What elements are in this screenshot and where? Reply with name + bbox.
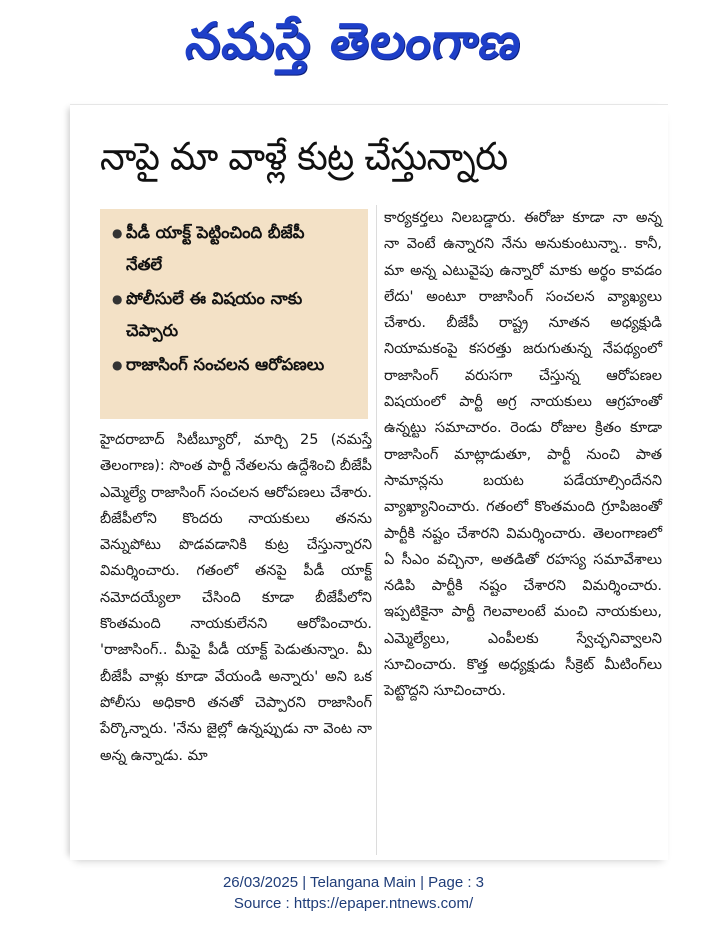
newspaper-logo: నమస్తే తెలంగాణ xyxy=(182,12,525,70)
highlight-item xyxy=(112,217,368,281)
bullet-icon: ● xyxy=(112,292,123,306)
article-body-right-column: కార్యకర్తలు నిలబడ్డారు. ఈరోజు కూడా నా అన్న నా వెంటే ఉన్నారని నేను అనుకుంటున్నా.. కానీ, మా అన్న ఎటువైపు ఉన్నారో మాకు అర్థం కావడం లేదు' అంటూ రాజాసింగ్ సంచలన వ్యాఖ్యలు చేశారు. బీజేపీ రాష్ట్ర నూతన అధ్యక్షుడి నియామకంపై కసరత్తు జరుగుతున్న నేపథ్యంలో రాజాసింగ్ వరుసగా చేస్తున్న ఆరోపణల విషయంలో పార్టీ అగ్ర నాయకులు ఆగ్రహంతో ఉన్నట్టు సమాచారం. రెండు రోజుల క్రితం కూడా రాజాసింగ్ మాట్లాడుతూ, పార్టీ నుంచి పాత సామాన్లను బయట పడేయాల్సిందేనని వ్యాఖ్యానించారు. గతంలో కొంతమంది గ్రూపిజంతో పార్టీకి నష్టం చేశారని విమర్శించారు. తెలంగాణలో ఏ సీఎం వచ్చినా, అతడితో రహస్య సమావేశాలు నడిపి పార్టీకి నష్టం చేశారని విమర్శించారు. ఇప్పటికైనా పార్టీ గెలవాలంటే మంచి నాయకులు, ఎమ్మెల్యేలు, ఎంపీలకు స్వేచ్ఛనివ్వాలని సూచించారు. కొత్త అధ్యక్షుడు సీక్రెట్ మీటింగ్‌లు పెట్టొద్దని సూచించారు. xyxy=(384,210,662,700)
highlights-box xyxy=(100,209,368,419)
column-divider xyxy=(376,205,377,855)
article-body-left-column: హైదరాబాద్ సిటీబ్యూరో, మార్చి 25 (నమస్తే తెలంగాణ): సొంత పార్టీ నేతలను ఉద్దేశించి బీజేపీ ఎమ్మెల్యే రాజాసింగ్ సంచలన ఆరోపణలు చేశారు. బీజేపీలోని కొందరు నాయకులు తనను వెన్నుపోటు పొడవడానికి కుట్ర చేస్తున్నారని విమర్శించారు. గతంలో తనపై పీడీ యాక్ట్ నమోదయ్యేలా చేసింది కూడా బీజేపీలోని కొంతమంది నాయకులేనని ఆరోపించారు. 'రాజాసింగ్.. మీపై పీడీ యాక్ట్ పెడుతున్నాం. మీ బీజేపీ వాళ్లు కూడా వేయండి అన్నారు' అని ఒక పోలీసు అధికారి తనతో చెప్పారని రాజాసింగ్ పేర్కొన్నారు. 'నేను జైల్లో ఉన్నప్పుడు నా వెంట నా అన్న ఉన్నాడు. మా xyxy=(100,432,372,764)
highlight-item xyxy=(112,349,368,381)
highlight-text: రాజాసింగ్ సంచలన ఆరోపణలు xyxy=(126,355,325,374)
page-footer xyxy=(0,872,707,914)
masthead xyxy=(0,0,707,92)
edition-info: 26/03/2025 | Telangana Main | Page : 3 xyxy=(222,874,485,891)
bullet-icon: ● xyxy=(112,226,123,240)
article-clipping xyxy=(70,104,668,860)
highlight-item xyxy=(112,283,368,347)
highlight-text: పోలీసులే ఈ విషయం నాకు చెప్పారు xyxy=(126,289,303,340)
highlight-text: పీడీ యాక్ట్ పెట్టించింది బీజేపీ నేతలే xyxy=(126,223,305,274)
bullet-icon: ● xyxy=(112,358,123,372)
source-link[interactable]: Source : https://epaper.ntnews.com/ xyxy=(233,895,474,912)
article-headline: నాపై మా వాళ్లే కుట్ర చేస్తున్నారు xyxy=(100,135,508,180)
